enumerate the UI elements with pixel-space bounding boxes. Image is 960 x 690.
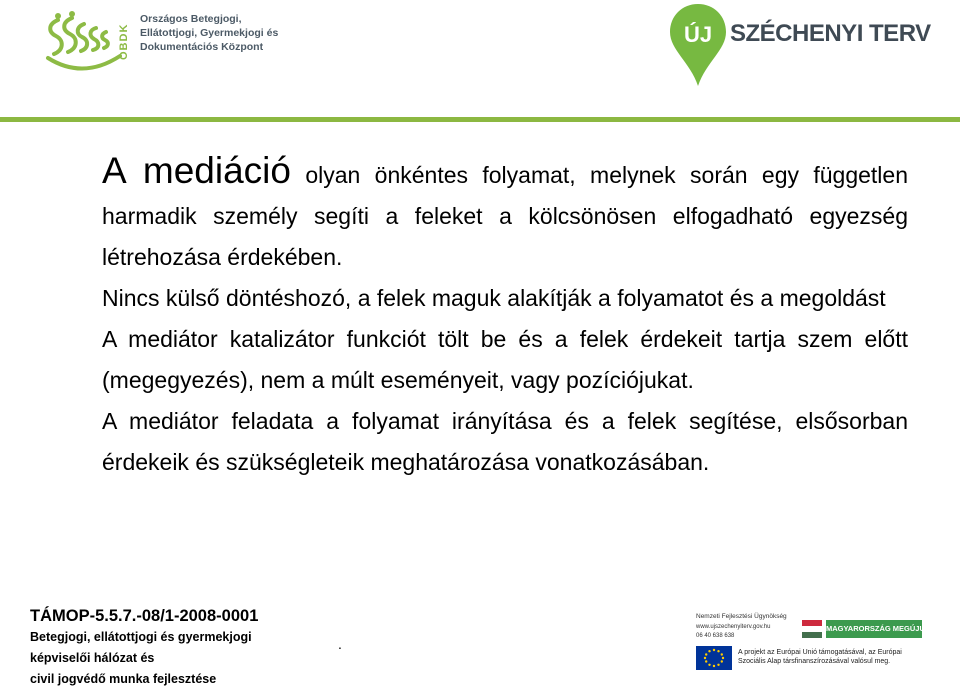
header-divider — [0, 117, 960, 122]
szt-badge-text: ÚJ — [683, 22, 713, 47]
eu-funding-text: A projekt az Európai Unió támogatásával, az Európai Szociális Alap társfinanszírozásával valósul meg. — [738, 649, 902, 665]
obdk-acronym: OBDK — [118, 23, 130, 61]
szechenyi-terv-logo — [668, 2, 948, 90]
eu-flag-icon — [696, 646, 732, 670]
paragraph-definition — [102, 150, 908, 278]
obdk-name-line: Dokumentációs Központ — [140, 41, 264, 53]
obdk-name-line: Országos Betegjogi, — [140, 13, 242, 25]
obdk-org-name — [140, 12, 280, 54]
funding-banner — [684, 602, 934, 682]
main-content — [102, 150, 908, 483]
magyarorszag-megujul-label: MAGYARORSZÁG MEGÚJUL — [826, 620, 922, 638]
nfu-phone: 06 40 638 638 — [696, 633, 735, 639]
szt-title: SZÉCHENYI TERV — [730, 20, 931, 47]
project-info — [30, 605, 330, 690]
footer-dot: . — [338, 636, 342, 652]
paragraph-no-decider: Nincs külső döntéshozó, a felek maguk alakítják a folyamatot és a megoldást — [102, 285, 886, 311]
obdk-emblem-icon — [44, 10, 122, 72]
map-pin-icon — [668, 2, 728, 88]
nfu-url: www.ujszechenyiterv.gov.hu — [696, 624, 771, 630]
definition-text: olyan önkéntes folyamat, melynek során egy független harmadik személy segíti a feleket a kölcsönösen elfogadható egyezség létrehozása érdekében. — [102, 162, 908, 270]
project-line: Betegjogi, ellátottjogi és gyermekjogi — [30, 630, 252, 644]
project-line: civil jogvédő munka fejlesztése — [30, 672, 217, 686]
obdk-name-line: Ellátottjogi, Gyermekjogi és — [140, 27, 279, 39]
project-code: TÁMOP-5.5.7.-08/1-2008-0001 — [30, 607, 259, 625]
obdk-logo — [44, 10, 279, 72]
nfu-name: Nemzeti Fejlesztési Ügynökség — [696, 613, 787, 620]
lead-term: A mediáció — [102, 150, 291, 191]
header — [0, 0, 960, 118]
paragraph-task: A mediátor feladata a folyamat irányítása és a felek segítése, elsősorban érdekeik és szükségleteik meghatározása vonatkozásában. — [102, 408, 908, 475]
hungarian-flag-icon — [802, 620, 822, 638]
project-line: képviselői hálózat és — [30, 651, 155, 665]
paragraph-catalyst: A mediátor katalizátor funkciót tölt be és a felek érdekeit tartja szem előtt (megegyezés), nem a múlt eseményeit, vagy pozíciójukat. — [102, 326, 908, 393]
